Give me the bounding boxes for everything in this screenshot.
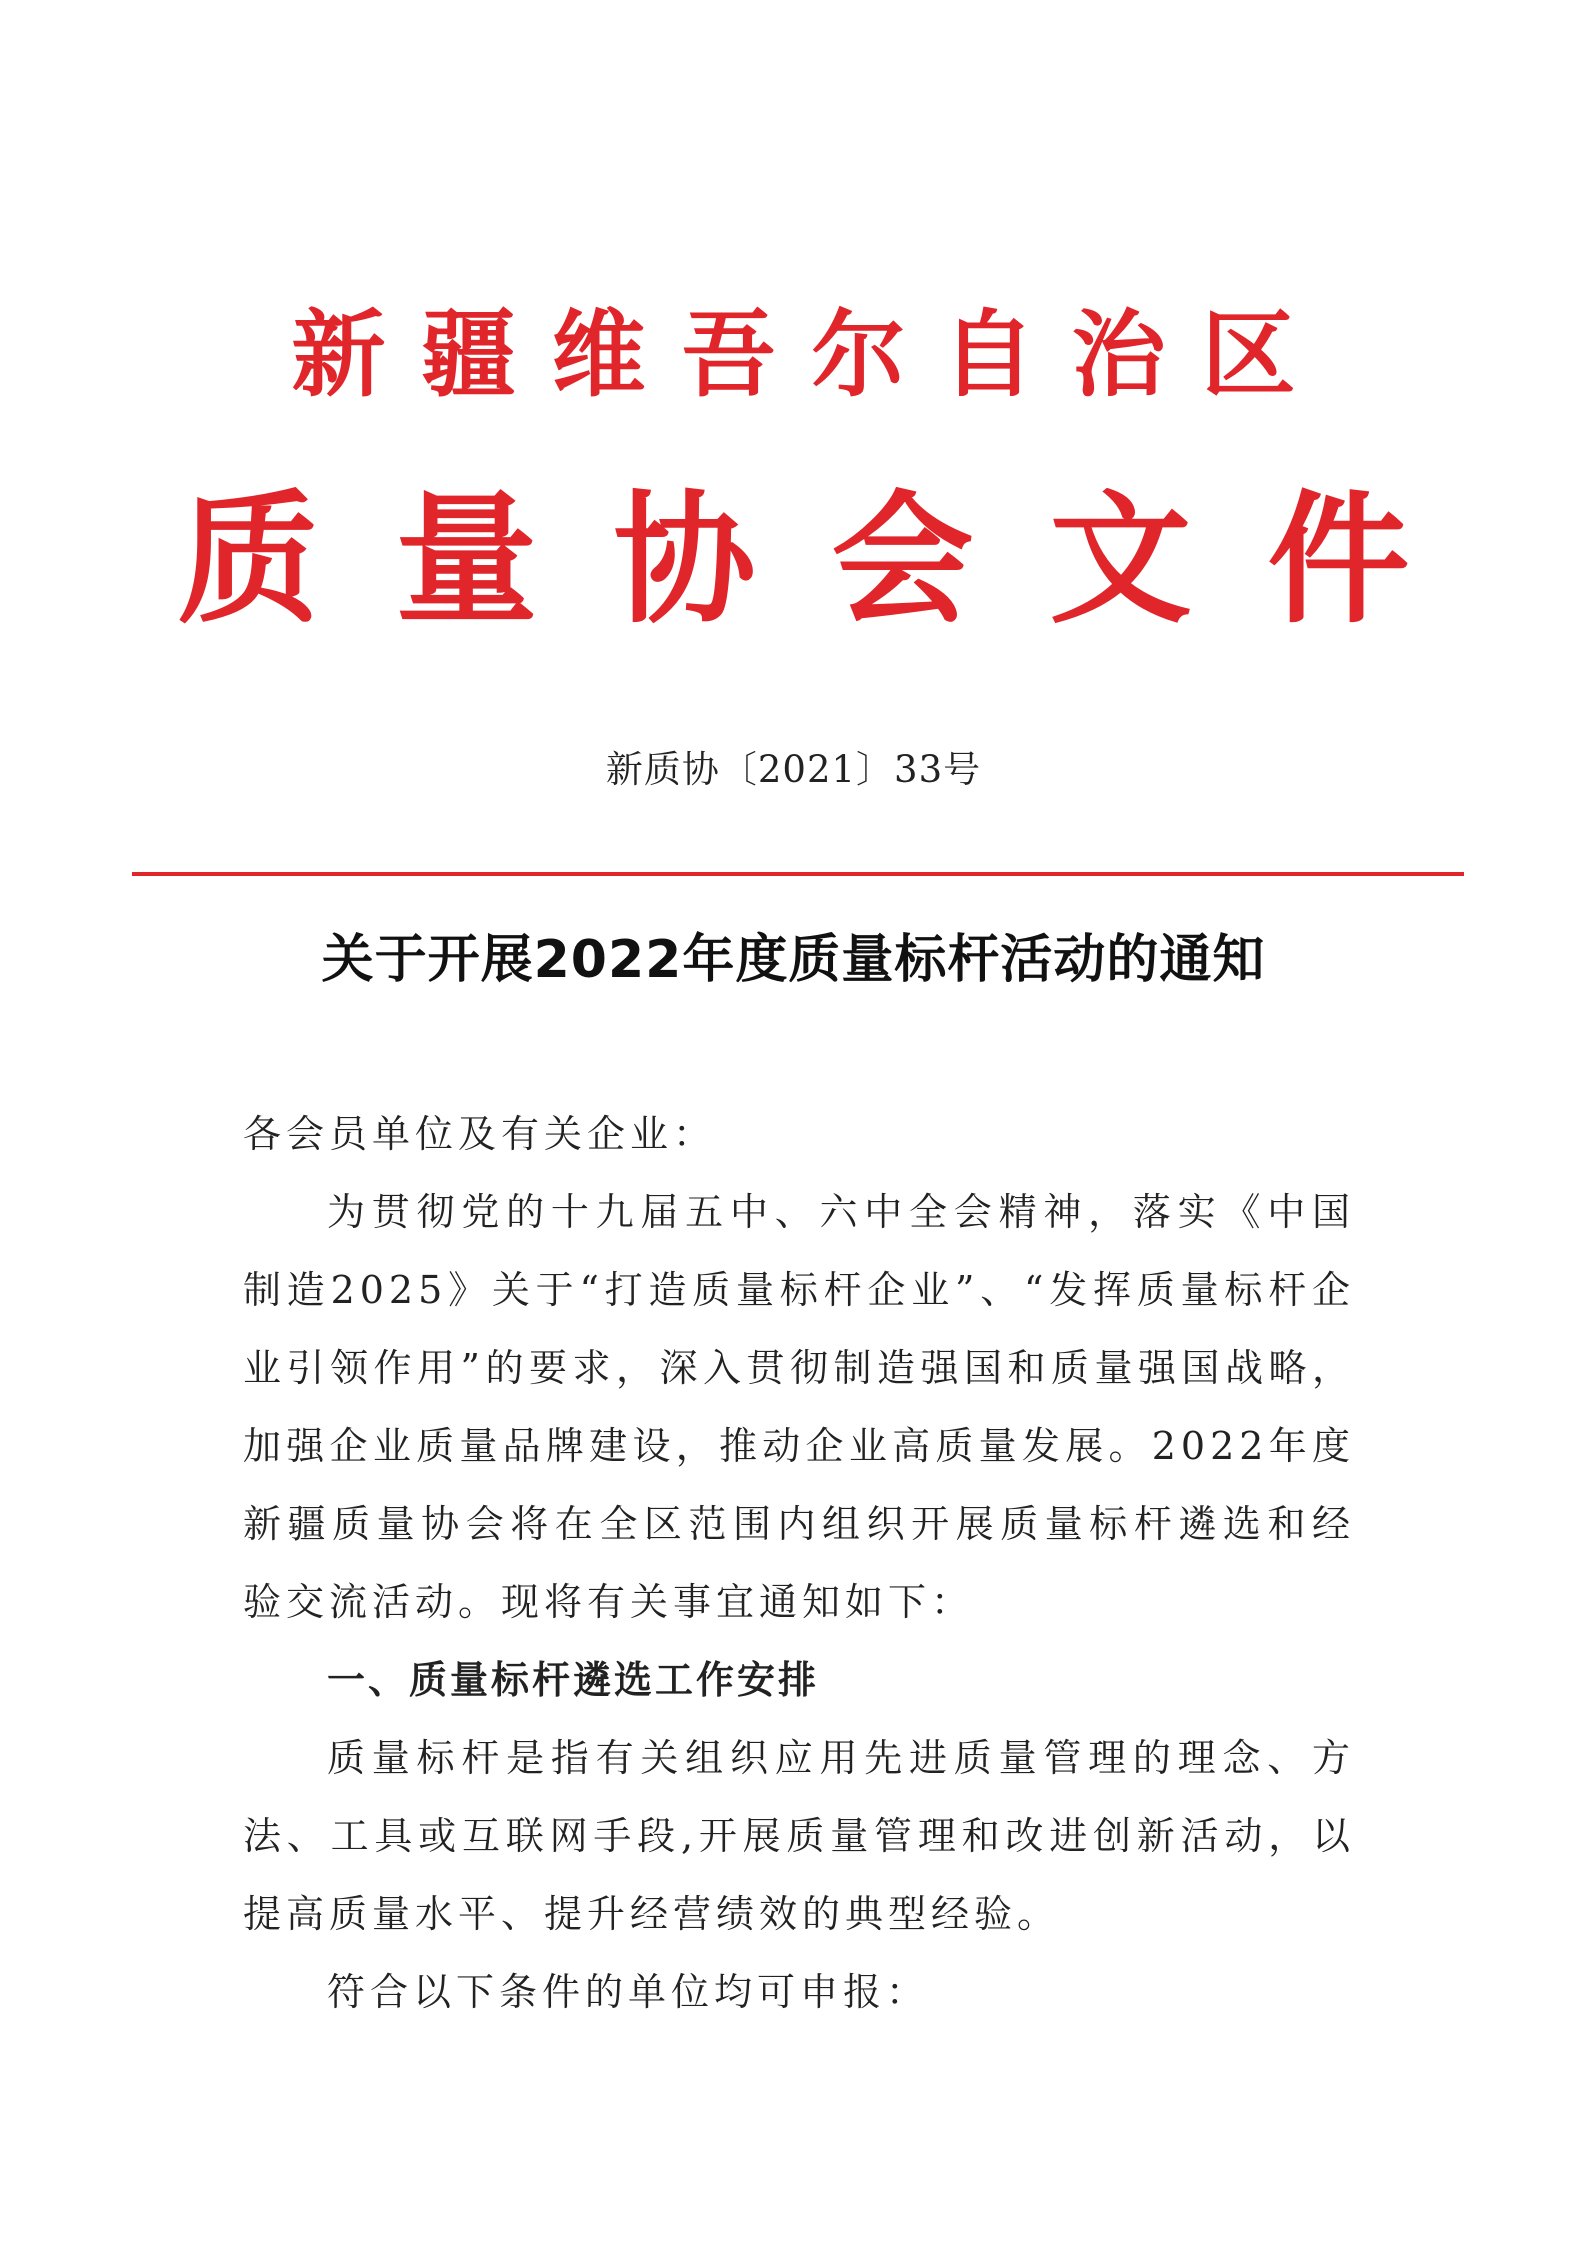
section-heading: 一、质量标杆遴选工作安排 bbox=[327, 1658, 820, 1702]
red-separator-rule bbox=[132, 872, 1464, 876]
header-organization-line: 新疆维吾尔自治区 bbox=[291, 300, 1332, 410]
header-document-type-line: 质量协会文件 bbox=[177, 477, 1486, 643]
notice-title: 关于开展2022年度质量标杆活动的通知 bbox=[321, 930, 1266, 990]
salutation: 各会员单位及有关企业： bbox=[243, 1112, 717, 1156]
body-paragraph-conditions: 符合以下条件的单位均可申报： bbox=[327, 1970, 930, 2014]
document-number: 新质协〔2021〕33号 bbox=[605, 748, 982, 791]
body-paragraph-definition: 质量标杆是指有关组织应用先进质量管理的理念、方法、工具或互联网手段,开展质量管理和改进创新活动，以提高质量水平、提升经营绩效的典型经验。 bbox=[243, 1736, 1355, 1936]
body-paragraph-intro: 为贯彻党的十九届五中、六中全会精神，落实《中国制造2025》关于“打造质量标杆企业”、“发挥质量标杆企业引领作用”的要求，深入贯彻制造强国和质量强国战略，加强企业质量品牌建设，推动企业高质量发展。2022年度新疆质量协会将在全区范围内组织开展质量标杆遴选和经验交流活动。现将有关事宜通知如下： bbox=[243, 1190, 1355, 1624]
document-body bbox=[243, 1095, 1355, 2031]
